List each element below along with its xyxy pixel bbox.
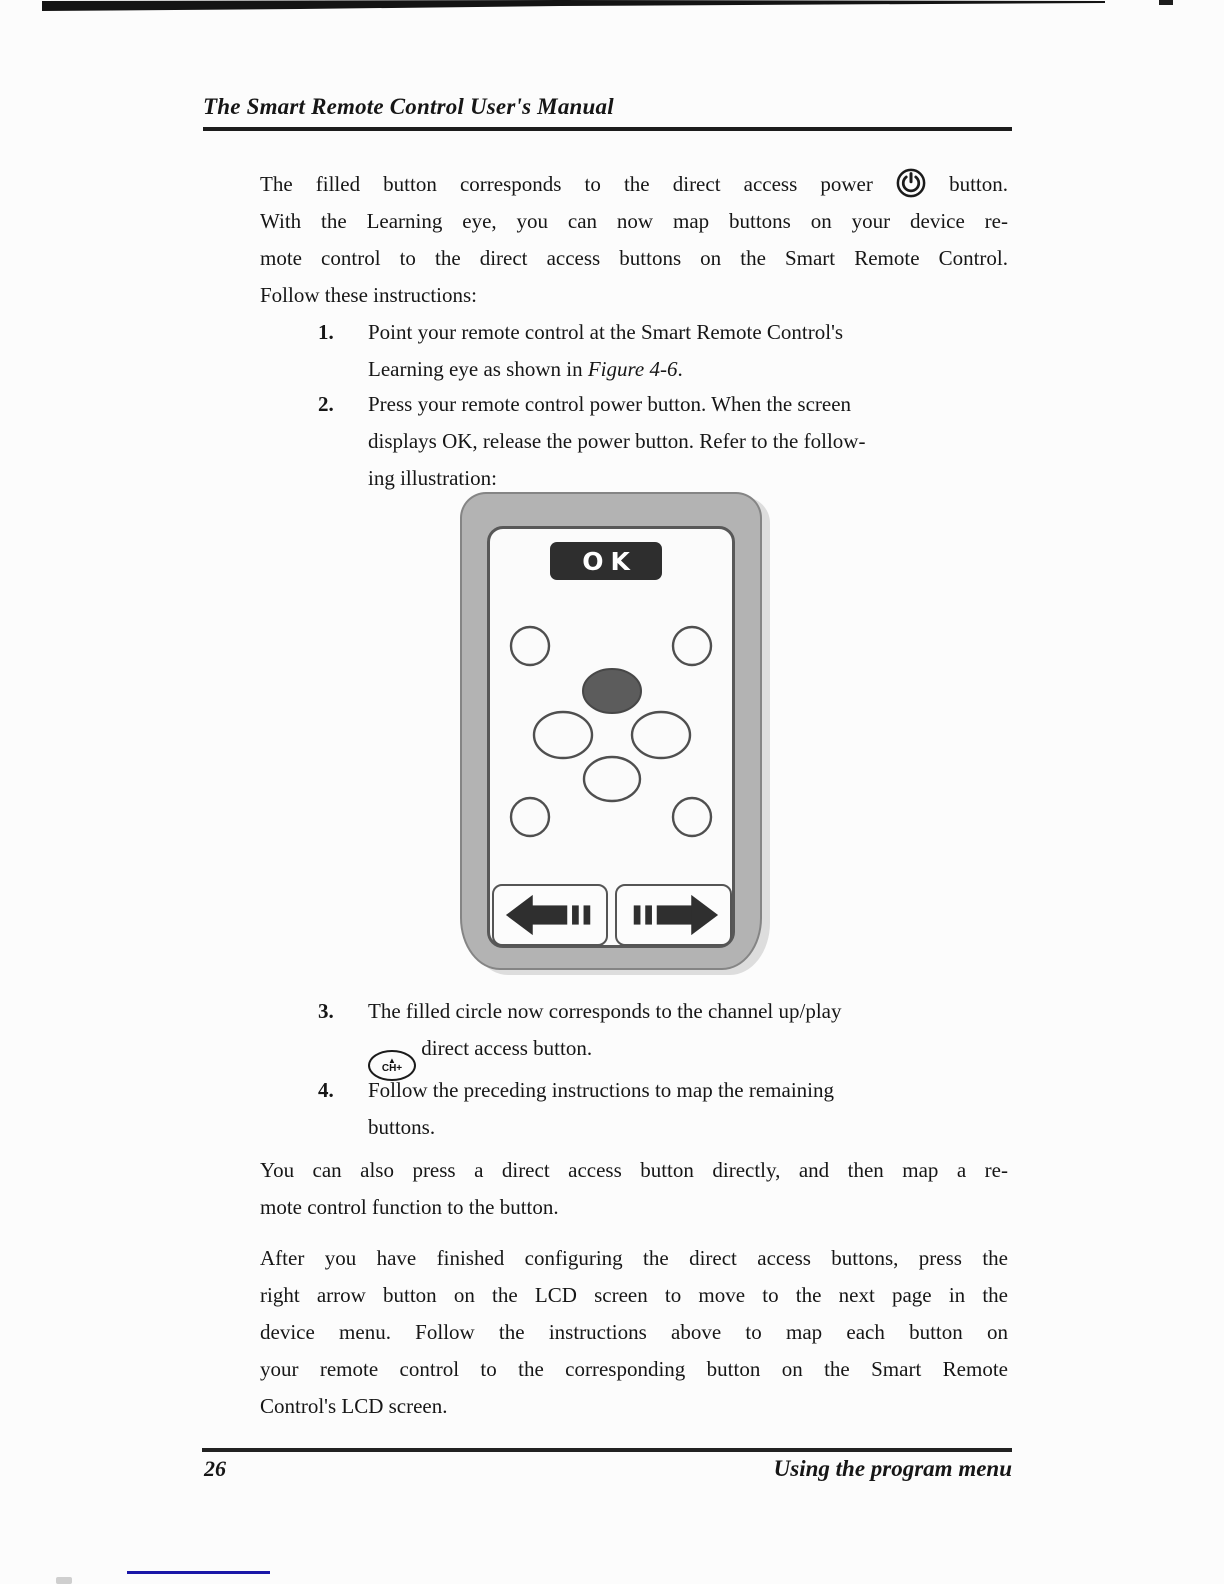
power-icon — [896, 168, 926, 198]
ok-label: OK — [582, 546, 637, 576]
header-rule — [203, 127, 1012, 131]
text-line: With the Learning eye, you can now map buttons on your device re- — [260, 209, 1008, 233]
button-bottom-left — [511, 798, 549, 836]
step1-line2-text: Learning eye as shown in — [368, 357, 588, 381]
text-line: Control's LCD screen. — [260, 1394, 448, 1418]
button-bottom-right — [673, 798, 711, 836]
step-4 — [368, 1072, 1013, 1146]
text-line: The filled circle now corresponds to the channel up/play — [368, 999, 842, 1023]
left-arrow-icon — [502, 892, 598, 938]
text-line: Press your remote control power button. When the screen — [368, 392, 852, 416]
step-2 — [368, 386, 1013, 497]
text-line — [368, 351, 1013, 388]
step-3 — [368, 993, 1013, 1081]
button-mid-left — [534, 712, 592, 758]
text-line: device menu. Follow the instructions above to map each button on — [260, 1320, 1008, 1344]
step1-line2-period: . — [677, 357, 683, 381]
text-line: Follow these instructions: — [260, 283, 477, 307]
step-number: 4. — [318, 1078, 334, 1102]
text-line: Point your remote control at the Smart Remote Control's — [368, 320, 844, 344]
text-line: Follow the preceding instructions to map the remaining — [368, 1078, 834, 1102]
button-top-right — [673, 627, 711, 665]
step3-line2-text: direct access button. — [421, 1036, 593, 1060]
button-top-left — [511, 627, 549, 665]
figure-reference: Figure 4-6 — [587, 357, 678, 381]
scan-artifact-corner-mark — [1159, 0, 1173, 5]
step-number: 1. — [318, 320, 334, 344]
footer-section-title: Using the program menu — [773, 1456, 1012, 1481]
ch-plus-label: CH+ — [381, 1063, 403, 1074]
filled-center-button — [583, 669, 641, 713]
page-number: 26 — [204, 1456, 226, 1481]
text-line: mote control function to the button. — [260, 1195, 559, 1219]
paragraph-after-config — [260, 1240, 1008, 1425]
intro-paragraph — [260, 166, 1008, 314]
text-line: buttons. — [368, 1115, 436, 1139]
scan-artifact-smudge — [56, 1577, 72, 1584]
text-line: right arrow button on the LCD screen to move to the next page in the — [260, 1283, 1008, 1307]
text-line: After you have finished configuring the direct access buttons, press the — [260, 1246, 1008, 1270]
text-line: mote control to the direct access buttons on the Smart Remote Control. — [260, 246, 1008, 270]
page-title: The Smart Remote Control User's Manual — [203, 94, 614, 119]
prev-page-button — [492, 884, 608, 946]
step-number: 3. — [318, 999, 334, 1023]
step-1 — [368, 314, 1013, 388]
text-line: your remote control to the corresponding button on the Smart Remote — [260, 1357, 1008, 1381]
intro-line1-text: The filled button corresponds to the direct access power — [260, 172, 873, 196]
right-arrow-icon — [626, 892, 722, 938]
scan-artifact-top-bar — [0, 0, 1224, 14]
text-line: You can also press a direct access button directly, and then map a re- — [260, 1158, 1008, 1182]
button-mid-right — [632, 712, 690, 758]
next-page-button — [615, 884, 732, 946]
button-center-low — [584, 757, 640, 801]
up-triangle-glyph: ▲ — [388, 1056, 396, 1065]
step-number: 2. — [318, 392, 334, 416]
footer-rule — [202, 1448, 1012, 1452]
scan-artifact-blue-line — [127, 1571, 270, 1574]
intro-line1-tail: button. — [949, 172, 1008, 196]
remote-illustration — [460, 492, 762, 970]
paragraph-direct-access — [260, 1152, 1008, 1226]
text-line: displays OK, release the power button. Refer to the follow- — [368, 429, 866, 453]
text-line — [260, 166, 1008, 203]
text-line: ing illustration: — [368, 466, 497, 490]
